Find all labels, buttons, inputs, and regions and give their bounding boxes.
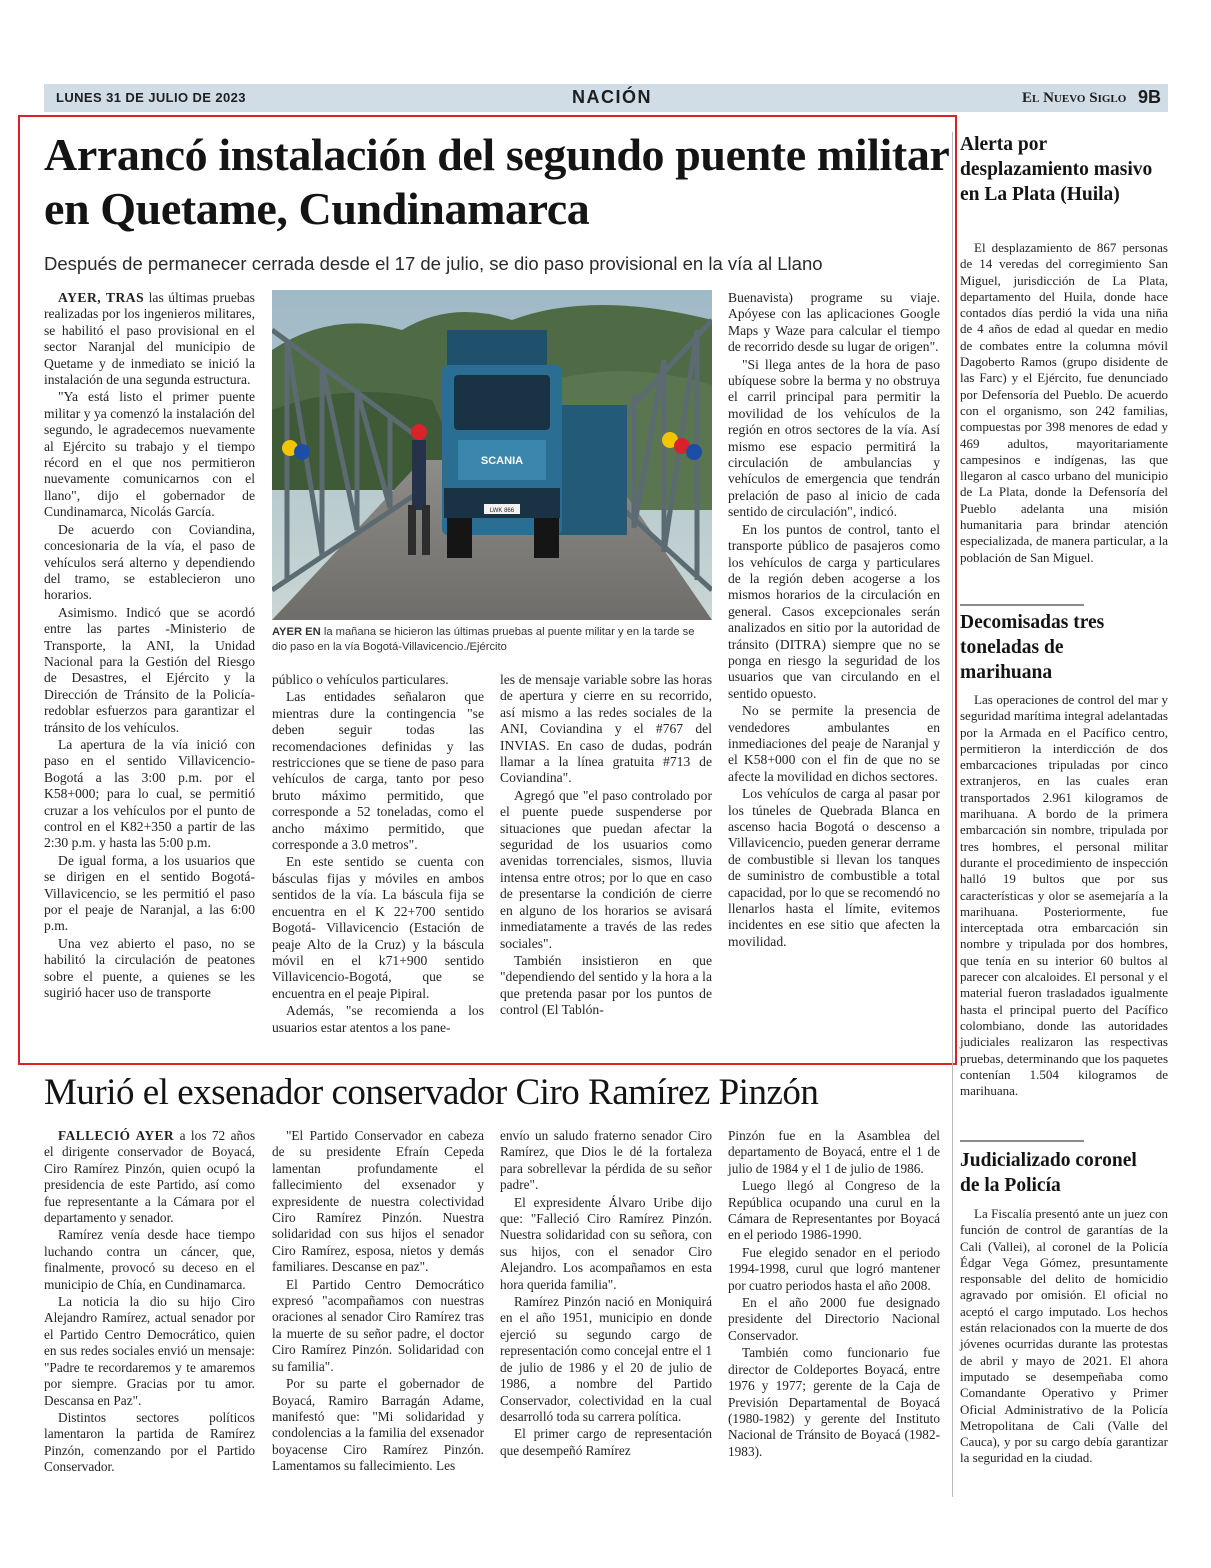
sidebar-headline-2: Decomisadas tres toneladas de marihuana [960,612,1105,683]
paragraph: También insistieron en que "dependiendo del sentido y la hora a la que pretenda pasar por los puntos de control (El Tablón- [500,952,712,1018]
truck-plate-text: LWK 866 [489,508,515,514]
paragraph: Una vez abierto el paso, no se habilitó la circulación de peatones sobre el puente, a quienes se les sugirió hacer uso de transporte [44,935,255,1001]
paragraph: La apertura de la vía inició con paso en el sentido Villavicencio-Bogotá a las 3:00 p.m. por el K58+000; para lo cual, se permitió cruzar a los vehículos por el punto de control en el K82+350 a partir de las 2:30 p.m. y hasta las 5:00 p.m. [44,736,255,851]
paragraph: "Si llega antes de la hora de paso ubíquese sobre la berma y no obstruya el carril principal para permitir la movilidad de los vehículos de la región en otros sectores de la vía. Así mismo ese espacio permitirá la circulación de ambulancias y vehículos de emergencia que tendrán prelación de paso al inicio de cada sentido de circulación", indicó. [728,356,940,520]
main-story-column-1 [44,290,255,1002]
paragraph: La noticia la dio su hijo Ciro Alejandro Ramírez, actual senador por el Partido Centro Democrático, quien en sus redes sociales envió un mensaje: "Padre te recordaremos y te amaremos por siempre. Gracias por tu amor. Descansa en Paz". [44,1294,255,1408]
paragraph: En los puntos de control, tanto el transporte público de pasajeros como los vehículos de carga y particulares de la región deben acogerse a los mismos horarios de la circulación en general. Casos excepcionales serán analizados en sitio por la autoridad de tránsito (DITRA) siempre que no se ponga en riesgo la seguridad de los usuarios que van circulando en el sentido opuesto. [728,521,940,701]
lead-words: AYER, TRAS [58,290,145,305]
paragraph: De igual forma, a los usuarios que se dirigen en el sentido Bogotá-Villavicencio, se les permitió el paso por el peaje de Naranjal, a las 6:00 p.m. [44,852,255,934]
sidebar-headline-1: Alerta por desplazamiento masivo en La Plata (Huila) [960,134,1153,205]
truck-brand-text: SCANIA [480,455,524,467]
second-story-column-2 [272,1128,484,1476]
issue-date: LUNES 31 DE JULIO DE 2023 [56,90,246,105]
paragraph: "Ya está listo el primer puente militar y ya comenzó la instalación del segundo, le agradecemos nuevamente al Ejército su trabajo y el tiempo récord en el que nos permitieron nuevamente comunicarnos con el llano", dijo el gobernador de Cundinamarca, Nicolás García. [44,389,255,520]
paragraph: "El Partido Conservador en cabeza de su presidente Efraín Cepeda lamentan profundamente el fallecimiento del exsenador y expresidente de nuestra colectividad Ciro Ramírez Pinzón. Nuestra solidaridad con sus hijos el senador Ciro Ramírez, esposa, nietos y demás familiares. Descanse en paz". [272,1128,484,1275]
paragraph: AYER, TRAS las últimas pruebas realizadas por los ingenieros militares, se habilitó el paso provisional en el sector Naranjal del municipio de Quetame y de inmediato se inició la instalación de una segunda estructura. [44,290,255,388]
second-story-column-4 [728,1128,940,1461]
sidebar-story-1-body [960,240,1168,566]
paragraph: En el año 2000 fue designado presidente del Directorio Nacional Conservador. [728,1295,940,1343]
paragraph: Fue elegido senador en el periodo 1994-1998, curul que logró mantener por cuatro periodos hasta el año 2008. [728,1244,940,1293]
main-story-column-3 [500,672,712,1020]
paragraph: Ramírez Pinzón nació en Moniquirá en el año 1951, municipio en donde ejerció su segundo cargo de representación como concejal entre el 1 de julio de 1986 y el 20 de julio de 1986, a nombre del Partido Conservador, colectividad en la cual desarrolló toda su carrera política. [500,1294,712,1424]
paragraph: Ramírez venía desde hace tiempo luchando contra un cáncer, que, finalmente, provocó su deceso en el municipio de Chía, en Cundinamarca. [44,1227,255,1292]
main-headline: Arrancó instalación del segundo puente militar en Quetame, Cundinamarca [44,129,949,234]
paragraph: También como funcionario fue director de Coldeportes Boyacá, entre 1976 y 1977; gerente de la Caja de Previsión Departamental de Boyacá (1980-1982) y gerente del Instituto Nacional de Tránsito de Boyacá (1982-1983). [728,1345,940,1459]
paragraph: público o vehículos particulares. [272,672,449,687]
second-headline: Murió el exsenador conservador Ciro Ramírez Pinzón [44,1072,819,1113]
sidebar-headline-3: Judicializado coronel de la Policía [960,1150,1137,1196]
sidebar-rule [960,604,1084,606]
main-story-column-2 [272,672,484,1037]
bridge-truck-photo [272,290,712,620]
paragraph: El desplazamiento de 867 personas de 14 veredas del corregimiento San Miguel, jurisdicción de La Plata, departamento del Huila, donde hace contados días perdió la vida una niña de 4 años de edad al quedar en medio de combates entre la columna móvil Dagoberto Ramos (grupo disidente de las Farc) y el Ejército, fue denunciado por Defensoría del Pueblo. De acuerdo con el organismo, son 242 familias, compuestas por 398 menores de edad y 469 adultos, mayoritariamente campesinos e indígenas, las que llegaron al casco urbano del municipio de La Plata, donde la Defensoría del Pueblo adelanta una misión humanitaria para brindar atención especializada, de manera particular, a la población de San Miguel. [960,240,1168,565]
paragraph: En este sentido se cuenta con básculas fijas y móviles en ambos sentidos de la vía. La báscula fija se encuentra en el K 22+700 sentido Bogotá- Villavicencio (Estación de peaje Alto de la Cruz) y la báscula móvil en el k71+900 sentido Villavicencio-Bogotá, que se encuentra en el peaje Pipiral. [272,854,484,1001]
paragraph: Asimismo. Indicó que se acordó entre las partes -Ministerio de Transporte, la ANI, la Unidad Nacional para la Gestión del Riesgo de Desastres, el Ejército y la Dirección de Tránsito de la Policía- redoblar esfuerzos para garantizar el tránsito de los vehículos. [44,604,255,735]
paragraph: Además, "se recomienda a los usuarios estar atentos a los pane- [272,1003,484,1035]
photo-caption: AYER EN la mañana se hicieron las últimas pruebas al puente militar y en la tarde se dio paso en la vía Bogotá-Villavicencio./Ejército [272,626,695,653]
paragraph: El primer cargo de representación que desempeñó Ramírez [500,1426,712,1458]
sidebar-story-2-body [960,692,1168,1099]
sidebar-divider [952,132,953,1497]
paragraph: Agregó que "el paso controlado por el puente puede suspenderse por situaciones que puedan afectar la seguridad de los usuarios como avenidas torrenciales, sismos, lluvia intensa entre otros; por lo que en caso de presentarse la condición de cierre en alguno de los horarios se avisará inmediatamente a través de las redes sociales". [500,787,712,951]
paragraph: FALLECIÓ AYER a los 72 años el dirigente conservador de Boyacá, Ciro Ramírez Pinzón, quien ocupó la presidencia de este Partido, así como fue representante a la Cámara por el departamento y senador. [44,1128,256,1226]
paragraph: No se permite la presencia de vendedores ambulantes en inmediaciones del peaje de Naranjal y el K58+000 con el fin de que no se afecte la movilidad en dichos sectores. [728,703,940,784]
paragraph: Distintos sectores políticos lamentaron la partida de Ramírez Pinzón, comenzando por el Partido Conservador. [44,1409,255,1475]
newspaper-name: El Nuevo Siglo [1022,90,1127,106]
photo-illustration [272,290,712,620]
second-story-column-1 [44,1128,255,1477]
paragraph: Por su parte el gobernador de Boyacá, Ramiro Barragán Adame, manifestó que: "Mi solidaridad y condolencias a la familia del exsenador boyacense Ciro Ramírez Pinzón. Lamentamos su fallecimiento. Les [272,1376,484,1474]
paragraph: El expresidente Álvaro Uribe dijo que: "Falleció Ciro Ramírez Pinzón. Nuestra solidaridad con su señora, con sus hijos, con el senador Ciro Alejandro. Los acompañamos en esta hora querida familia". [500,1194,712,1292]
sidebar-rule [960,1140,1084,1142]
page-number: 9B [1138,87,1162,107]
sidebar-story-3-body [960,1206,1168,1467]
paragraph: De acuerdo con Coviandina, concesionaria de la vía, el paso de vehículos será alterno y dependiendo del tramo, se establecieron uno horarios. [44,521,255,603]
paragraph: Pinzón fue en la Asamblea del departamento de Boyacá, entre el 1 de julio de 1984 y el 1 de julio de 1986. [728,1128,940,1176]
paragraph: Buenavista) programe su viaje. Apóyese con las aplicaciones Google Maps y Waze para calcular el tiempo de recorrido desde su lugar de origen". [728,290,940,355]
lead-words: FALLECIÓ AYER [58,1128,175,1143]
paragraph: La Fiscalía presentó ante un juez con función de control de garantías de la Cali (Vallei), al coronel de la Policía Édgar Vega Gómez, presuntamente responsable del delito de homicidio agravado por omisión. El oficial no aceptó el cargo imputado. Los hechos están relacionados con la muerte de dos jóvenes ocurridas durante las protestas de abril y mayo de 2021. El ahora imputado se desempeñaba como Comandante Operativo y Primer Oficial Administrativo de la Policía Metropolitana de Cali (Valle del Cauca), y por su cargo debía garantizar la seguridad en la ciudad. [960,1206,1168,1466]
second-story-column-3 [500,1128,712,1460]
paragraph: Las operaciones de control del mar y seguridad marítima integral adelantadas por la Armada en el Pacífico centro, permitieron la interdicción de dos embarcaciones tripuladas por cinco extranjeros, en las cuales eran transportados 2.961 kilogramos de marihuana. A bordo de la primera embarcación sin nombre, tripulada por tres hombres, el personal militar durante el procedimiento de inspección halló 19 bultos que por sus características y olor se asemejaría a la marihuana. Posteriormente, fue interceptada otra embarcación sin nombre y tripulada por dos hombres, que tenía en su interior 60 bultos al parecer con alcaloides. El personal y el material fueron trasladados igualmente hasta el principal puerto del Pacífico colombiano, donde las autoridades judiciales realizaron las respectivas pruebas, determinando que los paquetes contenían 1.504 kilogramos de marihuana. [960,692,1168,1099]
main-story-column-4 [728,290,940,951]
main-subheadline: Después de permanecer cerrada desde el 17 de julio, se dio paso provisional en la vía al Llano [44,253,823,274]
page-header-bar [44,84,1168,112]
paragraph: El Partido Centro Democrático expresó "acompañamos con nuestras oraciones al senador Ciro Ramírez tras la muerte de su señor padre, el doctor Ciro Ramírez Pinzón. Solidaridad con su familia". [272,1276,484,1374]
paragraph: Las entidades señalaron que mientras dure la contingencia "se deben seguir todas las recomendaciones definidas y las restricciones que se tiene de paso para vehículos de carga, tanto por peso bruto máximo permitido, que corresponde a 52 toneladas, como el ancho máximo permitido, que corresponde a 3.0 metros". [272,689,484,853]
paragraph: Los vehículos de carga al pasar por los túneles de Quebrada Blanca en ascenso hacia Bogotá o descenso a Villavicencio, pueden generar derrame de combustible si llevan los tanques de suministro de combustible a total capacidad, por lo que se recomendó no llenarlos hasta el límite, evitemos incidentes en ese sitio que afecten la movilidad. [728,786,940,949]
paragraph: les de mensaje variable sobre las horas de apertura y cierre en su recorrido, así mismo a las redes sociales de la ANI, Coviandina y el #767 del INVIAS. En caso de dudas, podrán llamar a la línea gratuita #713 de Coviandina". [500,672,712,786]
section-name: NACIÓN [572,87,652,107]
paragraph: Luego llegó al Congreso de la República ocupando una curul en la Cámara de Representantes por Boyacá en el periodo 1986-1990. [728,1178,940,1243]
caption-lead: AYER EN [272,626,321,638]
paragraph: envío un saludo fraterno senador Ciro Ramírez, que Dios le dé la fortaleza para sobrellevar la pérdida de su señor padre". [500,1128,712,1193]
